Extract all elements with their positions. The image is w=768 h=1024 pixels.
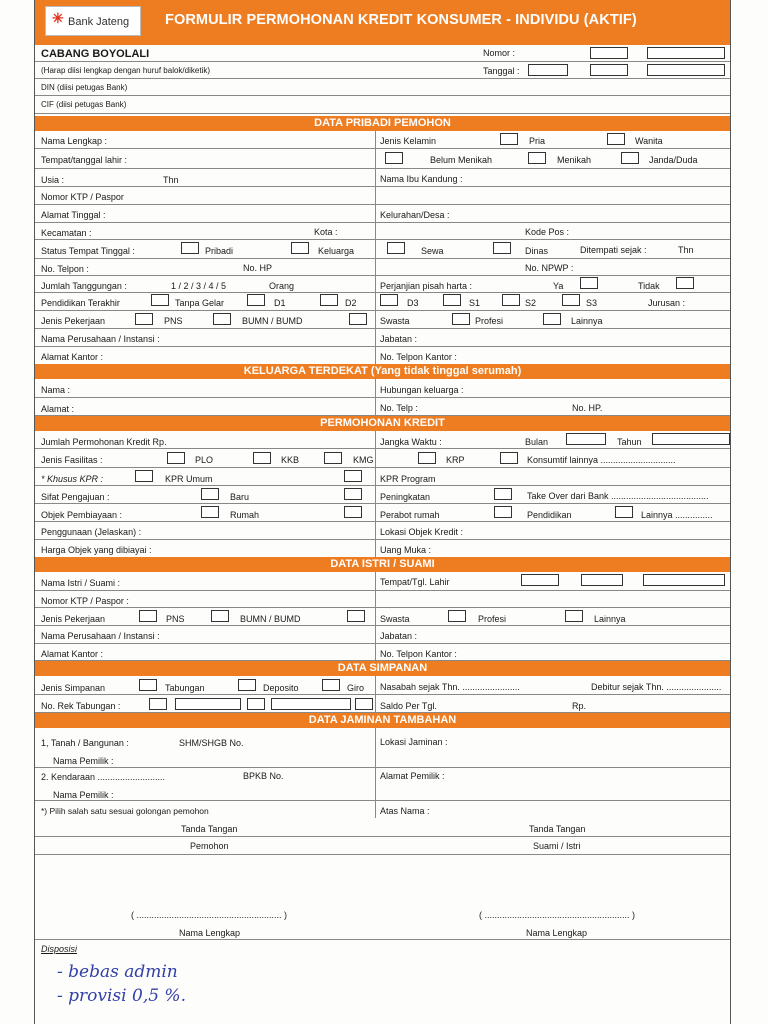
shm-label: SHM/SHGB No.	[179, 738, 244, 748]
row-ttl	[35, 149, 730, 169]
peningkatan-label: Peningkatan	[380, 492, 431, 502]
tanggal-label: Tanggal :	[483, 66, 520, 76]
row-objek	[35, 504, 730, 522]
row-status-tinggal	[35, 240, 730, 259]
section-jaminan: DATA JAMINAN TAMBAHAN	[35, 713, 730, 728]
pribadi-checkbox[interactable]	[181, 242, 199, 254]
istri-ktp-label: Nomor KTP / Paspor :	[41, 596, 129, 606]
kmg-label: KMG	[353, 455, 374, 465]
tanah-label: 1, Tanah / Bangunan :	[41, 738, 129, 748]
pns-checkbox[interactable]	[135, 313, 153, 325]
kmg-checkbox[interactable]	[324, 452, 342, 464]
s1-checkbox[interactable]	[443, 294, 461, 306]
orang-label: Orang	[269, 281, 295, 291]
telp-kantor-label: No. Telpon Kantor :	[380, 352, 457, 362]
objek-label: Objek Pembiayaan :	[41, 510, 123, 520]
row-alamat	[35, 205, 730, 223]
istri-swasta-label: Swasta	[380, 614, 410, 624]
row-khusus-kpr	[35, 468, 730, 486]
d1-label: D1	[274, 298, 286, 308]
takeover-label: Take Over dari Bank .......................................	[527, 491, 709, 501]
wanita-label: Wanita	[635, 136, 663, 146]
ya-checkbox[interactable]	[580, 277, 598, 289]
kkb-checkbox[interactable]	[253, 452, 271, 464]
signature-line-suami[interactable]: ( .......................................................... )	[479, 910, 636, 920]
keluarga-checkbox[interactable]	[291, 242, 309, 254]
istri-telp-kantor-label: No. Telpon Kantor :	[380, 649, 457, 659]
hint-text: (Harap diisi lengkap dengan huruf balok/diketik)	[41, 66, 210, 75]
lainnya-obj-label: Lainnya ...............	[641, 510, 713, 520]
row-tanggungan	[35, 276, 730, 293]
alamat-label: Alamat Tinggal :	[41, 210, 106, 220]
row-istri-perusahaan	[35, 626, 730, 644]
kpr-program-label: KPR Program	[380, 474, 436, 484]
row-din	[35, 79, 730, 96]
menikah-checkbox[interactable]	[528, 152, 546, 164]
lokasi-jaminan-label: Lokasi Jaminan :	[380, 737, 448, 747]
tanggal-box-1[interactable]	[528, 64, 568, 76]
d1-checkbox[interactable]	[247, 294, 265, 306]
rumah-label: Rumah	[230, 510, 260, 520]
dinas-label: Dinas	[525, 246, 549, 256]
rek-box-4[interactable]	[271, 698, 351, 710]
istri-profesi-checkbox[interactable]	[448, 610, 466, 622]
row-istri-ktp	[35, 591, 730, 608]
krp-checkbox[interactable]	[418, 452, 436, 464]
row-usia	[35, 169, 730, 187]
sewa-checkbox[interactable]	[387, 242, 405, 254]
bank-logo	[45, 6, 141, 36]
perabot-checkbox[interactable]	[344, 506, 362, 518]
keluarga-telp-label: No. Telp :	[380, 403, 418, 413]
separator	[35, 836, 730, 837]
rek-box-1[interactable]	[149, 698, 167, 710]
separator	[35, 939, 730, 940]
baru-label: Baru	[230, 492, 250, 502]
disposisi-label: Disposisi	[41, 944, 78, 954]
signature-line-pemohon[interactable]: ( .......................................................... )	[131, 910, 288, 920]
cabang-label: CABANG BOYOLALI	[41, 48, 150, 60]
kecamatan-label: Kecamatan :	[41, 228, 92, 238]
pria-label: Pria	[529, 136, 546, 146]
takeover-checkbox[interactable]	[494, 488, 512, 500]
pendidikan-checkbox[interactable]	[494, 506, 512, 518]
kpr-umum-label: KPR Umum	[165, 474, 213, 484]
bank-logo-text: Bank Jateng	[68, 16, 130, 28]
deposito-label: Deposito	[263, 683, 299, 693]
istri-ttl-box-2[interactable]	[581, 574, 623, 586]
kodepos-label: Kode Pos :	[525, 227, 570, 237]
lainnya-label: Lainnya	[571, 316, 603, 326]
rek-box-3[interactable]	[247, 698, 265, 710]
sewa-label: Sewa	[421, 246, 444, 256]
tanpa-gelar-checkbox[interactable]	[151, 294, 169, 306]
istri-profesi-label: Profesi	[478, 614, 507, 624]
row-sifat	[35, 486, 730, 504]
peningkatan-checkbox[interactable]	[344, 488, 362, 500]
jumlah-label: Jumlah Permohonan Kredit Rp.	[41, 437, 167, 447]
jaminan-tanah	[35, 728, 375, 750]
pemohon-label: Pemohon	[190, 841, 229, 851]
profesi-checkbox[interactable]	[452, 313, 470, 325]
nama-lengkap-pemohon: Nama Lengkap	[179, 928, 241, 938]
handwritten-note-2: - provisi 0,5 %.	[57, 986, 186, 1006]
section-istri: DATA ISTRI / SUAMI	[35, 557, 730, 572]
row-perusahaan	[35, 329, 730, 347]
giro-label: Giro	[347, 683, 365, 693]
uang-muka-label: Uang Muka :	[380, 545, 432, 555]
nama-lengkap-suami: Nama Lengkap	[526, 928, 588, 938]
tabungan-checkbox[interactable]	[139, 679, 157, 691]
kendaraan-label: 2. Kendaraan ...........................	[41, 772, 166, 782]
form-title: FORMULIR PERMOHONAN KREDIT KONSUMER - INDIVIDU (AKTIF)	[165, 12, 637, 28]
wanita-checkbox[interactable]	[607, 133, 625, 145]
keluarga-label: Keluarga	[318, 246, 355, 256]
deposito-checkbox[interactable]	[238, 679, 256, 691]
baru-checkbox[interactable]	[201, 488, 219, 500]
section-keluarga: KELUARGA TERDEKAT (Yang tidak tinggal serumah)	[35, 364, 730, 379]
row-keluarga-nama	[35, 379, 730, 398]
giro-checkbox[interactable]	[322, 679, 340, 691]
dinas-checkbox[interactable]	[493, 242, 511, 254]
jangka-label: Jangka Waktu :	[380, 437, 442, 447]
tahun-label: Tahun	[617, 437, 642, 447]
lokasi-objek-label: Lokasi Objek Kredit :	[380, 527, 464, 537]
bank-logo-mark-icon: ✳	[52, 10, 64, 26]
row-penggunaan	[35, 522, 730, 540]
row-kantor	[35, 347, 730, 365]
bpkb-label: BPKB No.	[243, 771, 284, 781]
row-fasilitas	[35, 449, 730, 468]
usia-label: Usia :	[41, 175, 65, 185]
ibu-kandung-label: Nama Ibu Kandung :	[380, 174, 463, 184]
nomor-label: Nomor :	[483, 48, 516, 58]
tanggungan-options[interactable]: 1 / 2 / 3 / 4 / 5	[171, 281, 227, 291]
pns-label: PNS	[164, 316, 183, 326]
pria-checkbox[interactable]	[500, 133, 518, 145]
istri-lainnya-checkbox[interactable]	[565, 610, 583, 622]
tahun-input[interactable]	[652, 433, 730, 445]
debitur-sejak-label: Debitur sejak Thn. ......................	[591, 682, 722, 692]
atas-nama-label: Atas Nama :	[380, 806, 430, 816]
row-istri-nama	[35, 572, 730, 591]
row-cif	[35, 96, 730, 114]
pisah-harta-label: Perjanjian pisah harta :	[380, 281, 473, 291]
d2-label: D2	[345, 298, 357, 308]
tanggungan-label: Jumlah Tanggungan :	[41, 281, 127, 291]
d3-checkbox[interactable]	[380, 294, 398, 306]
ditempati-thn-label: Thn	[678, 245, 694, 255]
rek-box-2[interactable]	[175, 698, 241, 710]
nomor-box-1[interactable]	[590, 47, 628, 59]
istri-bumn-checkbox[interactable]	[211, 610, 229, 622]
profesi-label: Profesi	[475, 316, 504, 326]
sifat-label: Sifat Pengajuan :	[41, 492, 110, 502]
istri-ttl-box-1[interactable]	[521, 574, 559, 586]
tanda-tangan-pemohon: Tanda Tangan	[181, 824, 238, 834]
istri-pns-checkbox[interactable]	[139, 610, 157, 622]
ttl-label: Tempat/tanggal lahir :	[41, 155, 128, 165]
pribadi-label: Pribadi	[205, 246, 234, 256]
plo-label: PLO	[195, 455, 214, 465]
tidak-label: Tidak	[638, 281, 660, 291]
tabungan-label: Tabungan	[165, 683, 205, 693]
saldo-label: Saldo Per Tgl.	[380, 701, 437, 711]
konsumtif-checkbox[interactable]	[500, 452, 518, 464]
status-tinggal-label: Status Tempat Tinggal :	[41, 246, 135, 256]
plo-checkbox[interactable]	[167, 452, 185, 464]
credit-application-form	[34, 0, 731, 1024]
s3-label: S3	[586, 298, 598, 308]
section-kredit: PERMOHONAN KREDIT	[35, 416, 730, 431]
ditempati-label: Ditempati sejak :	[580, 245, 647, 255]
form-header	[35, 0, 730, 45]
keluarga-hp-label: No. HP.	[572, 403, 603, 413]
janda-checkbox[interactable]	[621, 152, 639, 164]
jurusan-label: Jurusan :	[648, 298, 686, 308]
usia-thn-label: Thn	[163, 175, 179, 185]
tanda-tangan-suami: Tanda Tangan	[529, 824, 586, 834]
pekerjaan-label: Jenis Pekerjaan	[41, 316, 106, 326]
jenis-simpanan-label: Jenis Simpanan	[41, 683, 106, 693]
suami-istri-label: Suami / Istri	[533, 841, 581, 851]
kkb-label: KKB	[281, 455, 300, 465]
kantor-label: Alamat Kantor :	[41, 352, 104, 362]
s2-label: S2	[525, 298, 537, 308]
row-kecamatan	[35, 223, 730, 240]
row-telpon	[35, 259, 730, 276]
telpon-label: No. Telpon :	[41, 264, 89, 274]
tanggal-box-2[interactable]	[590, 64, 628, 76]
keluarga-alamat-label: Alamat :	[41, 404, 75, 414]
istri-bumn-label: BUMN / BUMD	[240, 614, 301, 624]
belum-menikah-checkbox[interactable]	[385, 152, 403, 164]
s1-label: S1	[469, 298, 481, 308]
row-pekerjaan	[35, 311, 730, 329]
istri-ttl-box-3[interactable]	[643, 574, 725, 586]
row-jumlah	[35, 431, 730, 449]
nasabah-sejak-label: Nasabah sejak Thn. .......................	[380, 682, 520, 692]
row-keluarga-alamat	[35, 398, 730, 416]
row-hint	[35, 62, 730, 79]
row-istri-pekerjaan	[35, 608, 730, 626]
row-istri-kantor	[35, 644, 730, 661]
tidak-checkbox[interactable]	[676, 277, 694, 289]
bulan-label: Bulan	[525, 437, 549, 447]
separator	[35, 767, 730, 768]
perusahaan-label: Nama Perusahaan / Instansi :	[41, 334, 160, 344]
pendidikan-label: Pendidikan Terakhir	[41, 298, 120, 308]
lainnya-obj-checkbox[interactable]	[615, 506, 633, 518]
row-nama	[35, 131, 730, 149]
s3-checkbox[interactable]	[562, 294, 580, 306]
npwp-label: No. NPWP :	[525, 263, 574, 273]
keluarga-nama-label: Nama :	[41, 385, 71, 395]
alamat-pemilik-label: Alamat Pemilik :	[380, 771, 445, 781]
jenis-kelamin-label: Jenis Kelamin	[380, 136, 437, 146]
rumah-checkbox[interactable]	[201, 506, 219, 518]
nama-label: Nama Lengkap :	[41, 136, 108, 146]
bulan-input[interactable]	[566, 433, 606, 445]
fasilitas-label: Jenis Fasilitas :	[41, 455, 103, 465]
istri-pns-label: PNS	[166, 614, 185, 624]
row-ktp	[35, 187, 730, 205]
s2-checkbox[interactable]	[502, 294, 520, 306]
tanpa-gelar-label: Tanpa Gelar	[175, 298, 225, 308]
din-label: DIN (diisi petugas Bank)	[41, 83, 128, 92]
row-pendidikan	[35, 293, 730, 311]
bumn-label: BUMN / BUMD	[242, 316, 303, 326]
section-data-pribadi: DATA PRIBADI PEMOHON	[35, 116, 730, 131]
konsumtif-label: Konsumtif lainnya ..............................	[527, 455, 676, 465]
row-rek	[35, 695, 730, 713]
cif-label: CIF (diisi petugas Bank)	[41, 100, 127, 109]
penggunaan-label: Penggunaan (Jelaskan) :	[41, 527, 142, 537]
harga-label: Harga Objek yang dibiayai :	[41, 545, 152, 555]
section-simpanan: DATA SIMPANAN	[35, 661, 730, 676]
d2-checkbox[interactable]	[320, 294, 338, 306]
istri-jabatan-label: Jabatan :	[380, 631, 418, 641]
istri-lainnya-label: Lainnya	[594, 614, 626, 624]
swasta-label: Swasta	[380, 316, 410, 326]
istri-nama-label: Nama Istri / Suami :	[41, 578, 121, 588]
janda-label: Janda/Duda	[649, 155, 698, 165]
row-jenis-simpanan	[35, 676, 730, 695]
belum-menikah-label: Belum Menikah	[430, 155, 493, 165]
krp-label: KRP	[446, 455, 465, 465]
separator	[35, 854, 730, 855]
bumn-checkbox[interactable]	[213, 313, 231, 325]
rek-label: No. Rek Tabungan :	[41, 701, 121, 711]
lainnya-checkbox[interactable]	[543, 313, 561, 325]
kelurahan-label: Kelurahan/Desa :	[380, 210, 450, 220]
istri-swasta-checkbox[interactable]	[347, 610, 365, 622]
khusus-kpr-label: * Khusus KPR :	[41, 474, 104, 484]
saldo-rp-label: Rp.	[572, 701, 587, 711]
istri-pekerjaan-label: Jenis Pekerjaan	[41, 614, 106, 624]
menikah-label: Menikah	[557, 155, 592, 165]
swasta-checkbox[interactable]	[349, 313, 367, 325]
tanggal-box-3[interactable]	[647, 64, 725, 76]
ktp-label: Nomor KTP / Paspor	[41, 192, 124, 202]
jabatan-label: Jabatan :	[380, 334, 418, 344]
separator	[35, 800, 730, 801]
ya-label: Ya	[553, 281, 564, 291]
perabot-label: Perabot rumah	[380, 510, 440, 520]
rek-box-5[interactable]	[355, 698, 373, 710]
pendidikan-obj-label: Pendidikan	[527, 510, 572, 520]
row-cabang	[35, 45, 730, 62]
hp-label: No. HP	[243, 263, 273, 273]
divider	[375, 728, 376, 818]
istri-ttl-label: Tempat/Tgl. Lahir	[380, 577, 450, 587]
nomor-box-2[interactable]	[647, 47, 725, 59]
handwritten-note-1: - bebas admin	[57, 962, 178, 982]
kpr-program-checkbox[interactable]	[344, 470, 362, 482]
istri-kantor-label: Alamat Kantor :	[41, 649, 104, 659]
pilih-note: *) Pilih salah satu sesuai golongan pemohon	[41, 806, 209, 816]
hubungan-label: Hubungan keluarga :	[380, 385, 464, 395]
row-harga	[35, 540, 730, 558]
istri-perusahaan-label: Nama Perusahaan / Instansi :	[41, 631, 160, 641]
kpr-umum-checkbox[interactable]	[135, 470, 153, 482]
kota-label: Kota :	[314, 227, 338, 237]
pemilik2-label: Nama Pemilik :	[53, 790, 114, 800]
pemilik1-label: Nama Pemilik :	[53, 756, 114, 766]
d3-label: D3	[407, 298, 419, 308]
